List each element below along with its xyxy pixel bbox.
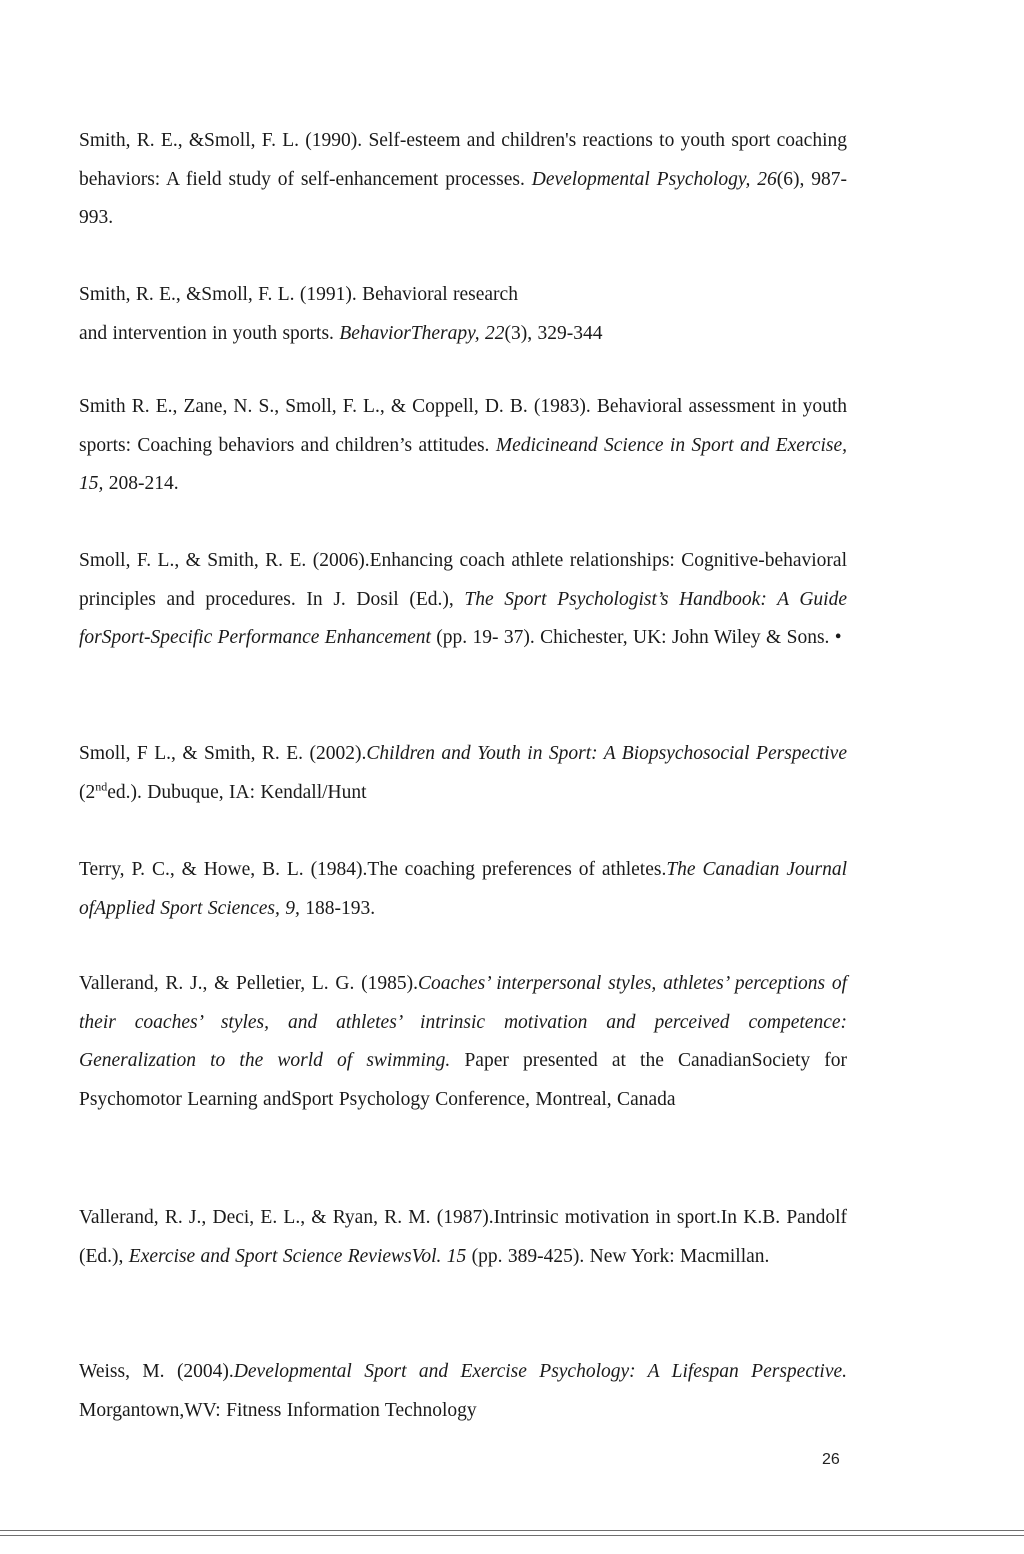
reference-entry [79, 1353, 847, 1430]
reference-text: Morgantown,WV: Fitness Information Technology [79, 1399, 477, 1421]
reference-entry [79, 122, 847, 238]
reference-text: (pp. 19- 37). Chichester, UK: John Wiley & Sons. • [430, 627, 842, 648]
reference-entry [79, 542, 847, 658]
reference-text: 208-214. [103, 473, 179, 494]
reference-title: Coaches’ interpersonal styles, athletes’ perceptions of their coaches’ styles, and athletes’ intrinsic motivation and perceived competence: Generalization to the world of swimming. [79, 973, 848, 1071]
reference-text: Smoll, F. L., & Smith, R. E. (2006).Enhancing coach athlete relationships: Cognitive-behavioral principles and procedures. In J. Dosil (Ed.), [79, 550, 847, 610]
reference-title: Medicineand Science in Sport and Exercise, 15, [79, 434, 848, 494]
page-number: 26 [822, 1451, 840, 1468]
reference-text: Vallerand, R. J., Deci, E. L., & Ryan, R. M. (1987).Intrinsic motivation in sport.In K.B. Pandolf (Ed.), [79, 1207, 847, 1267]
reference-text: and intervention in youth sports. [79, 322, 340, 344]
reference-title: The Canadian Journal ofApplied Sport Sciences, 9, [79, 859, 847, 919]
reference-text: ed.). Dubuque, IA: Kendall/Hunt [107, 781, 367, 803]
reference-text: (6), 987-993. [79, 168, 847, 228]
reference-title: Developmental Psychology, 26 [531, 168, 777, 190]
reference-text: Paper presented at the CanadianSociety for Psychomotor Learning andSport Psychology Conference, Montreal, Canada [79, 1050, 847, 1110]
reference-text: Weiss, M. (2004). [79, 1361, 234, 1382]
footer-rule [0, 1535, 1024, 1536]
reference-entry [79, 1199, 847, 1276]
reference-text: 188-193. [299, 897, 376, 919]
reference-title: Children and Youth in Sport: A Biopsychosocial Perspective [366, 743, 847, 764]
reference-title: Developmental Sport and Exercise Psychology: A Lifespan Perspective. [233, 1361, 848, 1382]
reference-entry [79, 735, 847, 812]
reference-text: Smith, R. E., &Smoll, F. L. (1990). Self-esteem and children's reactions to youth sport coaching behaviors: A field study of self-enhancement processes. [79, 130, 847, 190]
reference-entry [79, 388, 847, 504]
superscript: nd [95, 779, 108, 793]
reference-entry [79, 276, 847, 353]
footer-rule [0, 1530, 1024, 1531]
reference-title: Exercise and Sport Science ReviewsVol. 15 [128, 1245, 467, 1267]
reference-title: BehaviorTherapy, 22 [339, 322, 505, 344]
reference-text: (3), 329-344 [504, 322, 603, 344]
reference-text: Vallerand, R. J., & Pelletier, L. G. (1985). [79, 973, 419, 994]
reference-text: Terry, P. C., & Howe, B. L. (1984).The coaching preferences of athletes. [79, 859, 667, 880]
reference-text: (2 [79, 781, 96, 803]
reference-title: The Sport Psychologist’s Handbook: A Guide forSport-Specific Performance Enhancement [79, 588, 847, 648]
reference-text: Smith R. E., Zane, N. S., Smoll, F. L., & Coppell, D. B. (1983). Behavioral assessment in youth sports: Coaching behaviors and children’s attitudes. [79, 396, 847, 456]
reference-text: Smith, R. E., &Smoll, F. L. (1991). Behavioral research [79, 284, 518, 305]
reference-text: Smoll, F L., & Smith, R. E. (2002). [79, 743, 367, 764]
reference-entry [79, 965, 847, 1119]
reference-entry [79, 851, 847, 928]
reference-text: (pp. 389-425). New York: Macmillan. [466, 1245, 770, 1267]
